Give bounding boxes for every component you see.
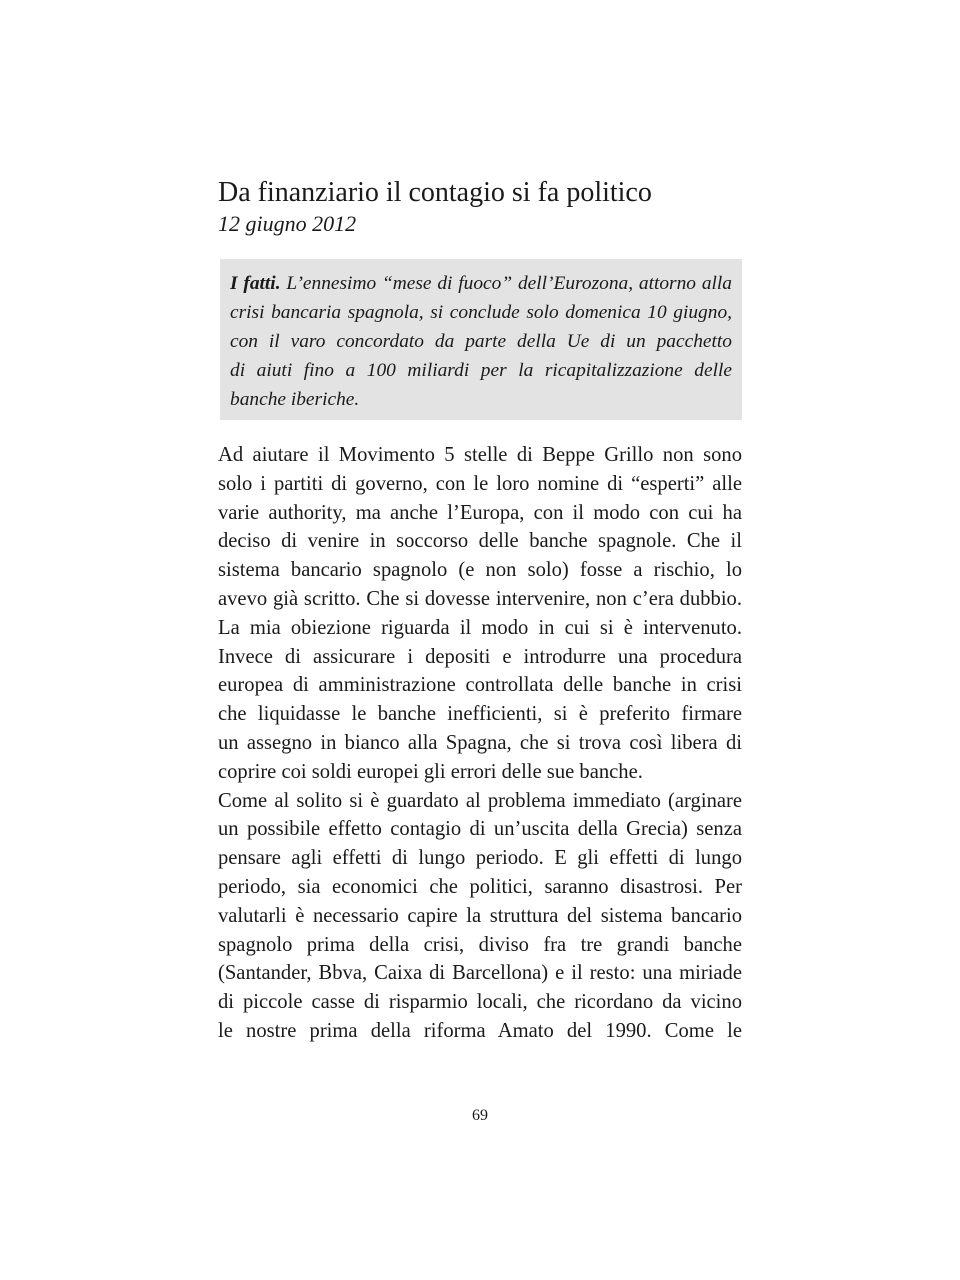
body-line: deciso di venire in soccorso delle banche spagnole. Che il xyxy=(218,530,742,553)
body-line: Come al solito si è guardato al problema immediato (arginare xyxy=(218,789,742,812)
page-number: 69 xyxy=(472,1107,488,1124)
facts-line: di aiuti fino a 100 miliardi per la ricapitalizzazione delle xyxy=(230,360,732,381)
article-date: 12 giugno 2012 xyxy=(218,211,357,236)
facts-line: banche iberiche. xyxy=(230,389,360,410)
body-line: coprire coi soldi europei gli errori delle sue banche. xyxy=(218,760,643,783)
body-line: Invece di assicurare i depositi e introdurre una procedura xyxy=(218,645,742,668)
facts-label: I fatti. xyxy=(230,273,281,294)
body-line: pensare agli effetti di lungo periodo. E gli effetti di lungo xyxy=(218,847,742,870)
body-line: di piccole casse di risparmio locali, che ricordano da vicino xyxy=(218,991,742,1014)
facts-line: con il varo concordato da parte della Ue di un pacchetto xyxy=(230,331,732,352)
body-line: sistema bancario spagnolo (e non solo) fosse a rischio, lo xyxy=(218,559,742,582)
body-line: Ad aiutare il Movimento 5 stelle di Beppe Grillo non sono xyxy=(218,444,742,466)
body-line: spagnolo prima della crisi, diviso fra tre grandi banche xyxy=(218,933,742,956)
body-text xyxy=(218,441,742,1046)
article-title: Da finanziario il contagio si fa politico xyxy=(218,177,652,208)
body-line: avevo già scritto. Che si dovesse intervenire, non c’era dubbio. xyxy=(218,587,742,610)
body-line: periodo, sia economici che politici, saranno disastrosi. Per xyxy=(218,875,742,898)
facts-line: crisi bancaria spagnola, si conclude solo domenica 10 giugno, xyxy=(230,302,732,323)
body-line: europea di amministrazione controllata delle banche in crisi xyxy=(218,674,742,697)
facts-box xyxy=(220,259,742,420)
body-line: un assegno in bianco alla Spagna, che si trova così libera di xyxy=(218,731,742,754)
facts-line-text: L’ennesimo “mese di fuoco” dell’Eurozona, attorno alla xyxy=(280,273,732,294)
facts-line xyxy=(230,269,732,298)
body-line: le nostre prima della riforma Amato del 1990. Come le xyxy=(218,1019,742,1042)
body-line: che liquidasse le banche inefficienti, si è preferito firmare xyxy=(218,703,742,726)
body-line: La mia obiezione riguarda il modo in cui si è intervenuto. xyxy=(218,616,742,639)
body-line: valutarli è necessario capire la struttura del sistema bancario xyxy=(218,904,742,927)
body-line: solo i partiti di governo, con le loro nomine di “esperti” alle xyxy=(218,472,742,495)
body-line: (Santander, Bbva, Caixa di Barcellona) e il resto: una miriade xyxy=(218,962,742,985)
body-line: un possibile effetto contagio di un’uscita della Grecia) senza xyxy=(218,818,742,841)
body-line: varie authority, ma anche l’Europa, con il modo con cui ha xyxy=(218,501,742,524)
